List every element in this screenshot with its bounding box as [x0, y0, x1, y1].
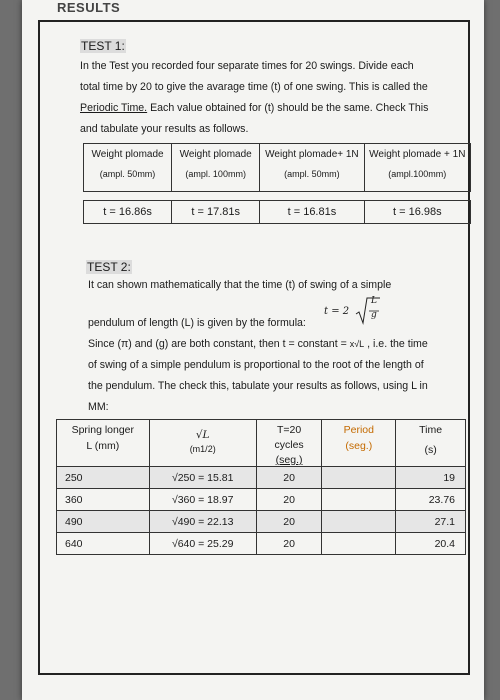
- cell-root: √490 = 22.13: [149, 511, 256, 533]
- header-root: [149, 420, 256, 467]
- col-head: Weight plomade + 1N: [369, 149, 466, 160]
- cell-length: 490: [57, 511, 150, 533]
- header-line: Spring longer: [71, 424, 135, 436]
- table-row: [57, 489, 466, 511]
- test1-paragraph: [80, 56, 470, 140]
- line3-part-c: , i.e. the time: [364, 338, 428, 350]
- header-line: T=20: [276, 424, 302, 436]
- cell-time: 19: [396, 467, 466, 489]
- cell-cycles: 20: [256, 533, 322, 555]
- test1-line-3-rest: Each value obtained for (t) should be the same. Check This: [147, 102, 429, 114]
- test2-line-2: pendulum of length (L) is given by the formula:: [88, 317, 306, 329]
- cell-time: 23.76: [396, 489, 466, 511]
- result-cell: t = 16.81s: [260, 201, 364, 224]
- result-cell: t = 16.98s: [364, 201, 470, 224]
- header-line: Period: [343, 424, 374, 436]
- result-cell: t = 16.86s: [84, 201, 172, 224]
- header-line: √L: [195, 429, 210, 441]
- cell-length: 360: [57, 489, 150, 511]
- results-frame: [38, 20, 470, 675]
- test1-line-2: total time by 20 to give the avarage time (t) of one swing. This is called the: [80, 81, 428, 93]
- header-line: L (mm): [86, 440, 120, 452]
- table-row: [57, 511, 466, 533]
- cell-length: 250: [57, 467, 150, 489]
- test1-col-4: [364, 144, 470, 192]
- table-row: [57, 533, 466, 555]
- cell-time: 27.1: [396, 511, 466, 533]
- cell-cycles: 20: [256, 489, 322, 511]
- header-time: [396, 420, 466, 467]
- test1-col-1: [84, 144, 172, 192]
- col-sub: (ampl. 50mm): [99, 169, 156, 179]
- test2-line-6: MM:: [88, 401, 109, 413]
- col-head: Weight plomade+ 1N: [265, 149, 359, 160]
- cell-time: 20.4: [396, 533, 466, 555]
- cell-cycles: 20: [256, 467, 322, 489]
- header-cycles: [256, 420, 322, 467]
- cell-period: [322, 511, 396, 533]
- cell-root: √250 = 15.81: [149, 467, 256, 489]
- col-sub: (ampl.100mm): [388, 169, 447, 179]
- line3-part-b: x√L: [349, 339, 365, 349]
- test1-line-4: and tabulate your results as follows.: [80, 123, 249, 135]
- cell-period: [322, 489, 396, 511]
- header-line: (s): [424, 444, 437, 456]
- cell-length: 640: [57, 533, 150, 555]
- test1-result-row: [84, 201, 471, 224]
- test2-label: TEST 2:: [87, 260, 131, 274]
- test1-header-row: [84, 144, 471, 192]
- col-sub: (ampl. 50mm): [284, 169, 340, 179]
- test2-table: [56, 419, 466, 555]
- cell-period: [322, 467, 396, 489]
- cell-period: [322, 533, 396, 555]
- test1-col-3: [260, 144, 364, 192]
- test2-line-1: It can shown mathematically that the time (t) of swing of a simple: [88, 279, 392, 291]
- cell-cycles: 20: [256, 511, 322, 533]
- line3-part-a: Since (π) and (g) are both constant, then t = constant =: [88, 338, 350, 350]
- test2-line-3: [88, 334, 473, 355]
- test1-col-2: [172, 144, 260, 192]
- cell-root: √360 = 18.97: [149, 489, 256, 511]
- test1-table: [83, 143, 471, 224]
- header-line: cycles: [274, 439, 304, 451]
- test2-line-5: the pendulum. The check this, tabulate your results as follows, using L in: [88, 380, 428, 392]
- formula-lhs: t = 2: [324, 306, 350, 317]
- cell-root: √640 = 25.29: [149, 533, 256, 555]
- header-period: [322, 420, 396, 467]
- page-heading: RESULTS: [57, 0, 121, 12]
- test1-spacer-row: [84, 192, 471, 201]
- test2-line-4: of swing of a simple pendulum is proportional to the root of the length of: [88, 359, 424, 371]
- col-head: Weight plomade: [179, 149, 252, 160]
- header-length: [57, 420, 150, 467]
- header-line: Time: [419, 424, 443, 436]
- formula-numerator: L: [371, 296, 377, 306]
- header-line: (seg.): [345, 440, 373, 452]
- periodic-time-term: Periodic Time.: [80, 102, 148, 114]
- test2-header-row: [57, 420, 466, 467]
- test2-paragraph: [88, 313, 473, 418]
- test1-line-1: In the Test you recorded four separate times for 20 swings. Divide each: [80, 60, 414, 72]
- header-line: (seg.): [275, 454, 303, 466]
- header-line: (m1/2): [189, 444, 216, 454]
- formula-denominator: g: [371, 310, 377, 320]
- result-cell: t = 17.81s: [172, 201, 260, 224]
- col-sub: (ampl. 100mm): [185, 169, 246, 179]
- test1-label: TEST 1:: [81, 39, 125, 53]
- col-head: Weight plomade: [91, 149, 164, 160]
- table-row: [57, 467, 466, 489]
- test1-line-3: [80, 98, 470, 119]
